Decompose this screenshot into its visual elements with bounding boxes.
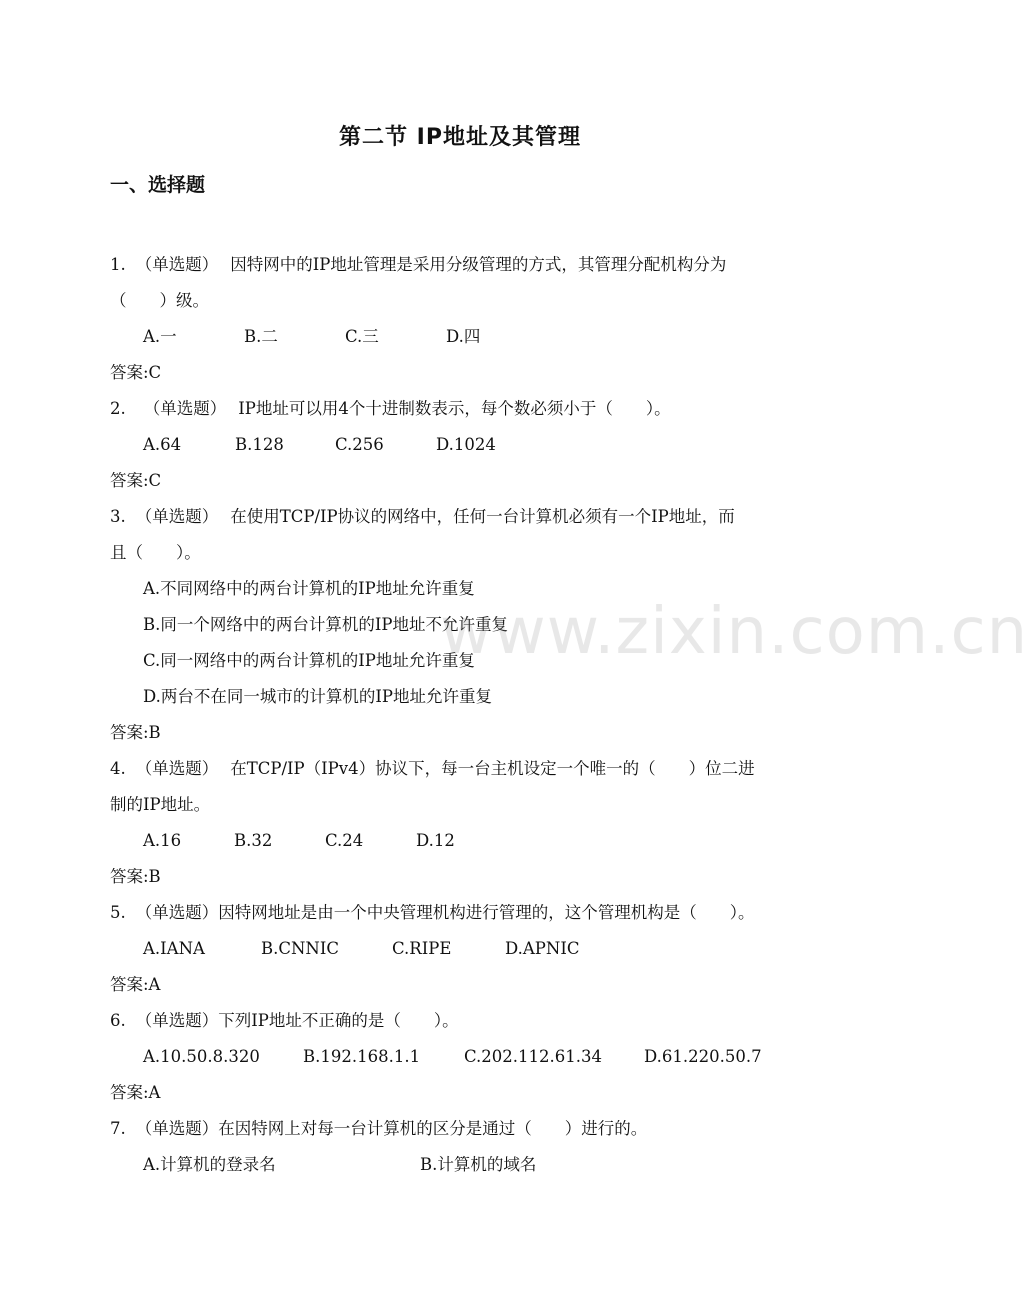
option-b: B.128 — [235, 435, 284, 454]
option-c: C.24 — [325, 831, 364, 850]
option-a: A.64 — [143, 435, 182, 454]
answer: 答案:B — [110, 723, 161, 742]
option-d: D.两台不在同一城市的计算机的IP地址允许重复 — [143, 687, 493, 706]
question-stem — [110, 895, 830, 931]
option-d: D.61.220.50.7 — [644, 1047, 762, 1066]
question-stem — [110, 751, 830, 787]
option-c: C.256 — [335, 435, 384, 454]
option-b: B.CNNIC — [261, 939, 340, 958]
question-stem — [110, 247, 830, 283]
question-text-continued: 制的IP地址。 — [110, 795, 211, 814]
question-stem — [110, 1003, 830, 1039]
option-b: B.二 — [244, 327, 278, 346]
question-number: 5. — [110, 903, 126, 922]
question-type: （单选题） — [135, 255, 219, 274]
option-a: A.不同网络中的两台计算机的IP地址允许重复 — [143, 579, 475, 598]
option-a: A.IANA — [143, 939, 205, 958]
option-row — [110, 1147, 830, 1183]
option-c: C.三 — [345, 327, 379, 346]
option-c: C.202.112.61.34 — [464, 1047, 602, 1066]
question-5 — [110, 895, 830, 1003]
option-d: D.12 — [416, 831, 455, 850]
question-number: 3. — [110, 507, 126, 526]
question-number: 7. — [110, 1119, 126, 1138]
question-type: （单选题） — [135, 507, 219, 526]
question-1 — [110, 247, 830, 391]
option-a: A.10.50.8.320 — [143, 1047, 260, 1066]
question-stem — [110, 1111, 830, 1147]
question-stem — [110, 391, 830, 427]
question-type: （单选题） — [135, 759, 219, 778]
option-row — [110, 931, 830, 967]
option-b: B.32 — [234, 831, 273, 850]
answer: 答案:C — [110, 471, 162, 490]
option-row — [110, 319, 830, 355]
question-list — [110, 247, 830, 1183]
question-text: 在因特网上对每一台计算机的区分是通过（ ）进行的。 — [218, 1119, 648, 1138]
option-a: A.计算机的登录名 — [143, 1155, 276, 1174]
question-number: 6. — [110, 1011, 126, 1030]
option-d: D.四 — [446, 327, 481, 346]
question-3 — [110, 499, 830, 751]
option-a: A.一 — [143, 327, 177, 346]
section-heading: 一、选择题 — [110, 174, 206, 196]
question-text: 因特网地址是由一个中央管理机构进行管理的，这个管理机构是（ ）。 — [218, 903, 755, 922]
question-text: 在使用TCP/IP协议的网络中，任何一台计算机必须有一个IP地址，而 — [230, 507, 735, 526]
question-text-continued: 且（ ）。 — [110, 543, 201, 562]
option-row — [110, 823, 830, 859]
question-number: 2. — [110, 399, 126, 418]
question-type: （单选题） — [143, 399, 227, 418]
watermark: www.zixin.com.cn — [440, 595, 1028, 669]
question-number: 4. — [110, 759, 126, 778]
option-c: C.RIPE — [392, 939, 452, 958]
question-6 — [110, 1003, 830, 1111]
option-row — [110, 1039, 830, 1075]
question-text: 在TCP/IP（IPv4）协议下，每一台主机设定一个唯一的（ ）位二进 — [230, 759, 755, 778]
question-text: IP地址可以用4个十进制数表示，每个数必须小于（ ）。 — [238, 399, 671, 418]
question-type: （单选题） — [135, 1011, 219, 1030]
option-b: B.计算机的域名 — [420, 1155, 537, 1174]
question-stem — [110, 499, 830, 535]
answer: 答案:A — [110, 975, 161, 994]
question-text: 下列IP地址不正确的是（ ）。 — [218, 1011, 459, 1030]
question-type: （单选题） — [135, 1119, 219, 1138]
answer: 答案:C — [110, 363, 162, 382]
answer: 答案:A — [110, 1083, 161, 1102]
option-b: B.192.168.1.1 — [303, 1047, 421, 1066]
question-2 — [110, 391, 830, 499]
option-c: C.同一网络中的两台计算机的IP地址允许重复 — [143, 651, 475, 670]
option-a: A.16 — [143, 831, 182, 850]
option-b: B.同一个网络中的两台计算机的IP地址不允许重复 — [143, 615, 508, 634]
option-row — [110, 427, 830, 463]
option-d: D.APNIC — [505, 939, 580, 958]
question-type: （单选题） — [135, 903, 219, 922]
page-title: 第二节 IP地址及其管理 — [339, 125, 581, 150]
question-4 — [110, 751, 830, 895]
question-text: 因特网中的IP地址管理是采用分级管理的方式，其管理分配机构分为 — [230, 255, 727, 274]
question-text-continued: （ ）级。 — [110, 291, 209, 310]
option-d: D.1024 — [436, 435, 496, 454]
question-7 — [110, 1111, 830, 1183]
question-number: 1. — [110, 255, 126, 274]
answer: 答案:B — [110, 867, 161, 886]
